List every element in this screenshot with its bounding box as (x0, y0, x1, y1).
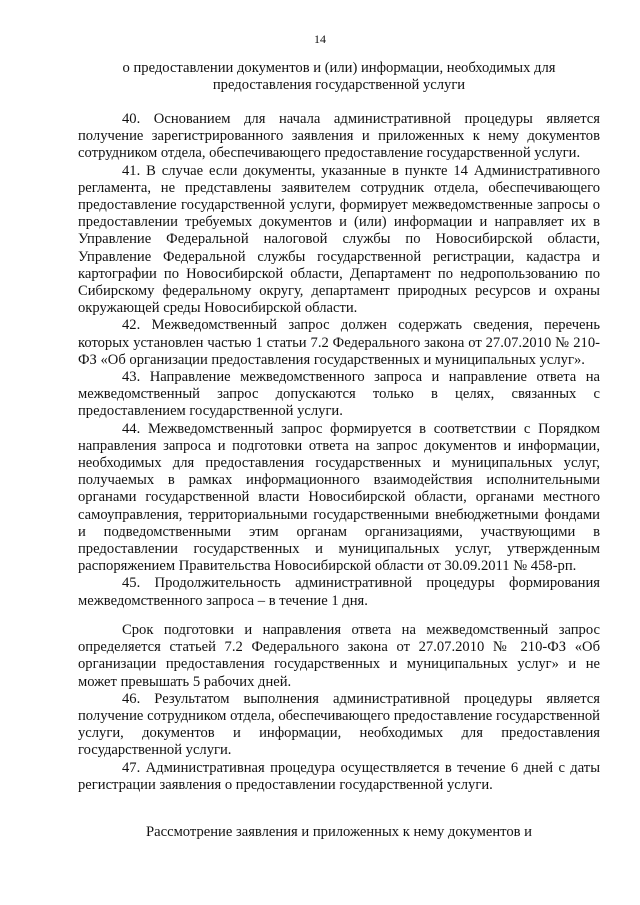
paragraph-44: 44. Межведомственный запрос формируется в соответствии с Порядком направления запроса и подготовки ответа на запрос документов и информации, необходимых для предоставления государственных и муниципальных услуг, получаемых в рамках информационного взаимодействия исполнительными органами государственной власти Новосибирской области, органами местного самоуправления, территориальными государственными внебюджетными фондами и подведомственными этим органам организациями, участвующими в предоставлении государственных и муниципальных услуг, утвержденным распоряжением Правительства Новосибирской области от 30.09.2011 № 458-рп. (78, 420, 600, 575)
document-body (78, 111, 600, 794)
paragraph-40: 40. Основанием для начала административной процедуры является получение зарегистрированного заявления и приложенных к нему документов сотрудником отдела, обеспечивающего предоставление государственной услуги. (78, 111, 600, 162)
page-number: 14 (314, 32, 326, 46)
paragraph-47: 47. Административная процедура осуществляется в течение 6 дней с даты регистрации заявления о предоставлении государственной услуги. (78, 759, 600, 793)
paragraph-45-response-time: Срок подготовки и направления ответа на межведомственный запрос определяется статьей 7.2 Федерального закона от 27.07.2010 № 210-ФЗ «Об организации предоставления государственных и муниципальных услуг» и не может превышать 5 рабочих дней. (78, 621, 600, 690)
next-section-heading: Рассмотрение заявления и приложенных к нему документов и (146, 824, 532, 840)
paragraph-41: 41. В случае если документы, указанные в пункте 14 Административного регламента, не представлены заявителем сотрудник отдела, обеспечивающего предоставление государственной услуги, формирует межведомственные запросы о предоставлении требуемых документов и (или) информации и направляет их в Управление Федеральной налоговой службы по Новосибирской области, Управление Федеральной службы государственной регистрации, кадастра и картографии по Новосибирской области, Департамент по недропользованию по Сибирскому федеральному округу, департамент природных ресурсов и охраны окружающей среды Новосибирской области. (78, 162, 600, 317)
paragraph-46: 46. Результатом выполнения административной процедуры является получение сотрудником отдела, обеспечивающего предоставление государственной услуги, документов и информации, необходимых для предоставления государственной услуги. (78, 690, 600, 759)
paragraph-45: 45. Продолжительность административной процедуры формирования межведомственного запроса – в течение 1 дня. (78, 575, 600, 609)
paragraph-43: 43. Направление межведомственного запроса и направление ответа на межведомственный запрос допускаются только в целях, связанных с предоставлением государственной услуги. (78, 369, 600, 420)
paragraph-42: 42. Межведомственный запрос должен содержать сведения, перечень которых установлен частью 1 статьи 7.2 Федерального закона от 27.07.2010 № 210-ФЗ «Об организации предоставления государственных и муниципальных услуг». (78, 317, 600, 368)
section-heading: о предоставлении документов и (или) информации, необходимых для предоставления государственной услуги (122, 60, 556, 93)
